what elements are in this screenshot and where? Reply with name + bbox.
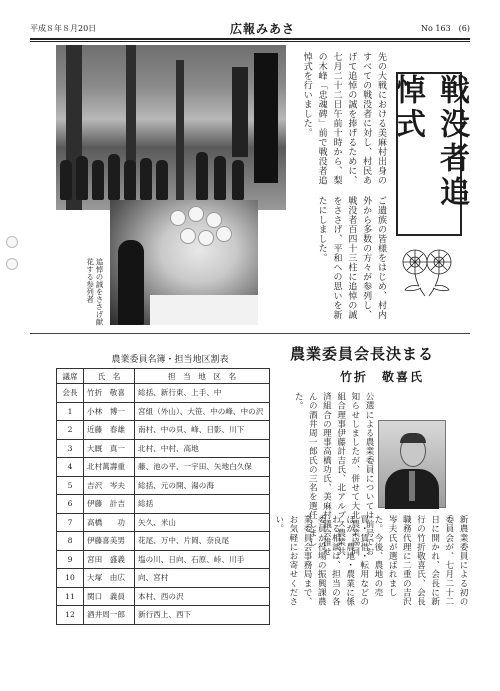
agri-title: 農業委員会長決まる xyxy=(290,345,435,363)
name-cell: 小林 博一 xyxy=(84,402,135,421)
name-cell: 近藤 春雄 xyxy=(84,421,135,440)
district-cell: 塩の川、日向、石原、峠、川手 xyxy=(135,550,270,569)
flower-offering-photo xyxy=(110,200,258,325)
district-cell: 矢久、米山 xyxy=(135,513,270,532)
name-cell: 竹折 敬喜 xyxy=(84,384,135,403)
chrysanthemum-icon xyxy=(395,240,457,300)
name-cell: 伊藤 計吉 xyxy=(84,495,135,514)
table-row xyxy=(57,606,270,625)
column-header: 議席 xyxy=(57,369,84,384)
seat-cell: 5 xyxy=(57,476,84,495)
district-cell: 藤、池の平、一宇田、矢地白久保 xyxy=(135,458,270,477)
binder-hole xyxy=(6,236,18,248)
seat-cell: 7 xyxy=(57,513,84,532)
name-cell: 関口 義員 xyxy=(84,587,135,606)
seat-cell: 1 xyxy=(57,402,84,421)
issue-number: No 163 (6) xyxy=(421,24,470,33)
roster-table xyxy=(56,368,270,625)
binder-hole xyxy=(6,258,18,270)
memorial-body-2: ご遺族の皆様をはじめ、村内外から多数の方々が参列し、戦没者百四十三柱に追悼の誠をささげ、平和への思いを新たにしました。 xyxy=(316,196,386,320)
header-rule-thin xyxy=(30,41,470,42)
column-header: 担 当 地 区 名 xyxy=(135,369,270,384)
section-divider xyxy=(30,333,470,334)
memorial-title: 戦没者追悼式 xyxy=(396,72,462,236)
table-row xyxy=(57,421,270,440)
seat-cell: 6 xyxy=(57,495,84,514)
photo-caption: 追悼の誠をささげ献花する参列者 xyxy=(85,258,104,326)
seat-cell: 会長 xyxy=(57,384,84,403)
table-header-row xyxy=(57,369,270,384)
table-row xyxy=(57,587,270,606)
name-cell: 北村萬壽重 xyxy=(84,458,135,477)
table-row xyxy=(57,513,270,532)
district-cell: 南村、中の貝、峰、日影、川下 xyxy=(135,421,270,440)
table-row xyxy=(57,458,270,477)
chairman-portrait xyxy=(378,420,446,508)
name-cell: 伊藤喜美男 xyxy=(84,532,135,551)
seat-cell: 8 xyxy=(57,532,84,551)
table-row xyxy=(57,439,270,458)
district-cell: 本村、西の沢 xyxy=(135,587,270,606)
name-cell: 高橋 功 xyxy=(84,513,135,532)
name-cell: 宮田 盛義 xyxy=(84,550,135,569)
table-row xyxy=(57,569,270,588)
table-row xyxy=(57,384,270,403)
publication-title: 広報みあさ xyxy=(230,22,296,36)
memorial-body-1: 先の大戦における美麻村出身のすべての戦没者に対し、村民あげて追悼の誠を捧げるために、七月二十二日午前十時から、梨の木峰「忠魂碑」前で戦没者追悼式を行いました。 xyxy=(301,52,386,185)
district-cell: 総括、元の開、湯の海 xyxy=(135,476,270,495)
name-cell: 大塚 由広 xyxy=(84,569,135,588)
roster-caption: 農業委員名簿・担当地区割表 xyxy=(111,355,229,365)
district-cell: 総括、新行東、上手、中 xyxy=(135,384,270,403)
district-cell: 新行西上、西下 xyxy=(135,606,270,625)
column-header: 氏 名 xyxy=(84,369,135,384)
district-cell: 北村、中村、高地 xyxy=(135,439,270,458)
name-cell: 吉沢 岑夫 xyxy=(84,476,135,495)
name-cell: 大厩 真一 xyxy=(84,439,135,458)
page-header xyxy=(30,20,470,36)
seat-cell: 10 xyxy=(57,569,84,588)
memorial-ceremony-photo xyxy=(56,45,286,210)
district-cell: 宮組（外山）、大笹、中の峰、中の沢 xyxy=(135,402,270,421)
header-date: 平成８年８月20日 xyxy=(30,24,97,33)
table-row xyxy=(57,476,270,495)
header-rule xyxy=(30,38,470,40)
agri-body-2: 新農業委員による初の委員会が、七月二十二日に開かれ、会長に新行の竹折敬喜氏、会長職務代理に二重の吉沢岑夫氏が選ばれました。今後、農地の売買・賃借・転用などのほか、農地・農業に係わる相談は、担当の各委員か役場の振興課農業委員会事務局まで、お気軽にお寄せください。 xyxy=(273,515,468,606)
district-cell: 花尾、万中、片岡、奈良尾 xyxy=(135,532,270,551)
table-row xyxy=(57,495,270,514)
chairman-name: 竹折 敬喜氏 xyxy=(340,370,425,384)
seat-cell: 11 xyxy=(57,587,84,606)
table-row xyxy=(57,402,270,421)
district-cell: 向、宮村 xyxy=(135,569,270,588)
district-cell: 総括 xyxy=(135,495,270,514)
table-row xyxy=(57,550,270,569)
seat-cell: 9 xyxy=(57,550,84,569)
seat-cell: 4 xyxy=(57,458,84,477)
seat-cell: 2 xyxy=(57,421,84,440)
seat-cell: 12 xyxy=(57,606,84,625)
seat-cell: 3 xyxy=(57,439,84,458)
name-cell: 酒井周一郎 xyxy=(84,606,135,625)
table-row xyxy=(57,532,270,551)
agri-body-1: 公選による農業委員については前号でお知らせしましたが、併せて大北農業協同組合理事伊藤計吉氏、北アルプス農業共済組合の理事高橋功氏、美麻村議会推せんの酒井周一郎氏の三名を選任しました。 xyxy=(293,392,374,556)
